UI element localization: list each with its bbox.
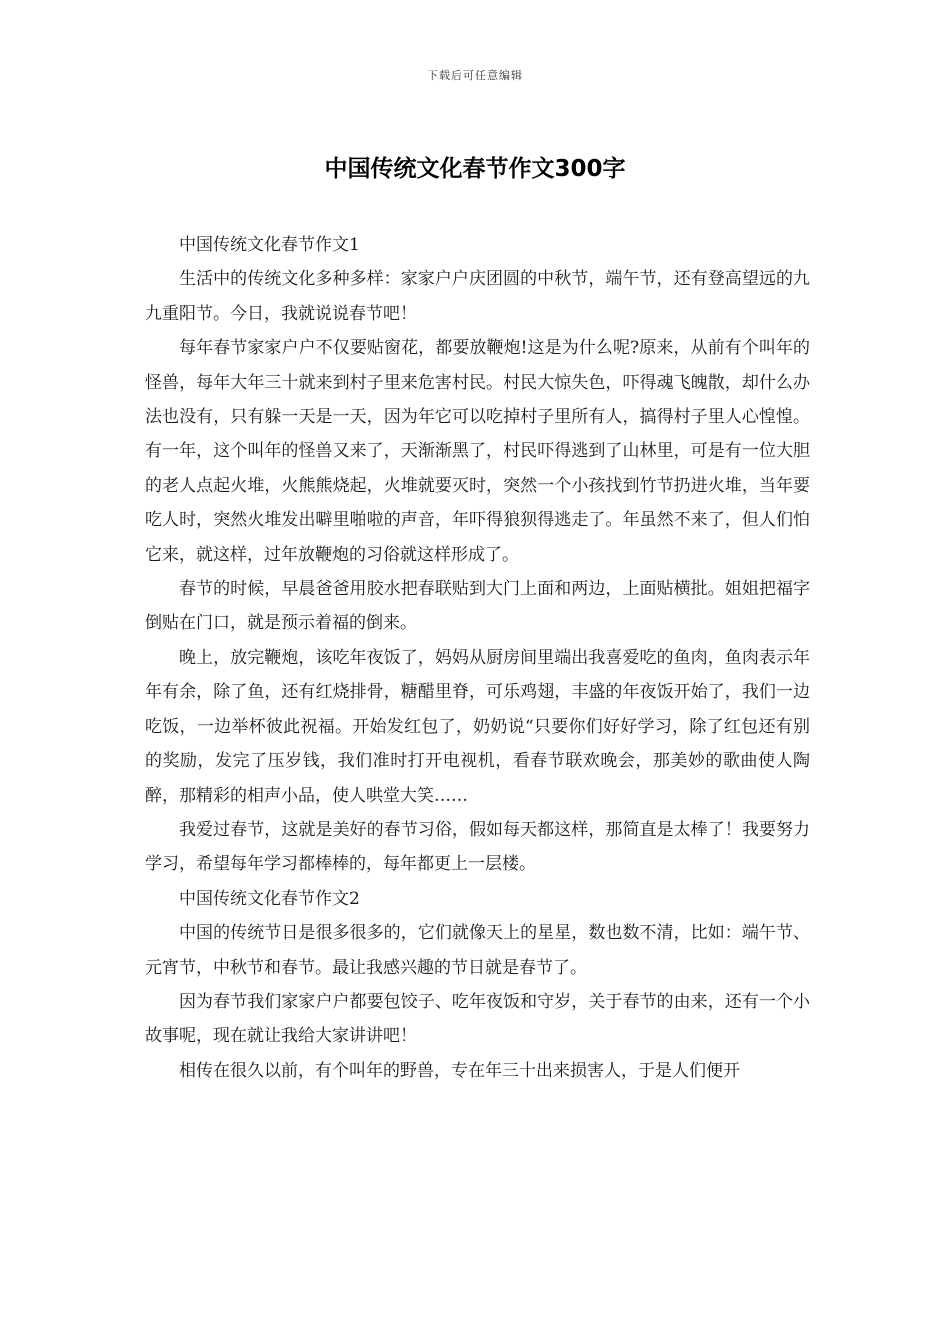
paragraph: 因为春节我们家家户户都要包饺子、吃年夜饭和守岁，关于春节的由来，还有一个小故事呢，现在就让我给大家讲讲吧！ [145, 991, 810, 1047]
section-heading: 中国传统文化春节作文1 [179, 235, 360, 255]
paragraph: 晚上，放完鞭炮，该吃年夜饭了，妈妈从厨房间里端出我喜爱吃的鱼肉，鱼肉表示年年有余，除了鱼，还有红烧排骨，糖醋里脊，可乐鸡翅，丰盛的年夜饭开始了，我们一边吃饭，一边举杯彼此祝福。开始发红包了，奶奶说“只要你们好好学习，除了红包还有别的奖励，发完了压岁钱，我们准时打开电视机，看春节联欢晚会，那美妙的歌曲使人陶醉，那精彩的相声小品，使人哄堂大笑…… [145, 647, 810, 806]
paragraph: 每年春节家家户户不仅要贴窗花，都要放鞭炮!这是为什么呢?原来，从前有个叫年的怪兽，每年大年三十就来到村子里来危害村民。村民大惊失色，吓得魂飞魄散，却什么办法也没有，只有躲一天是一天，因为年它可以吃掉村子里所有人，搞得村子里人心惶惶。有一年，这个叫年的怪兽又来了，天渐渐黑了，村民吓得逃到了山林里，可是有一位大胆的老人点起火堆，火熊熊烧起，火堆就要灭时，突然一个小孩找到竹节扔进火堆，当年要吃人时，突然火堆发出噼里啪啦的声音，年吓得狼狈得逃走了。年虽然不来了，但人们怕它来，就这样，过年放鞭炮的习俗就这样形成了。 [145, 338, 810, 565]
document-title: 中国传统文化春节作文300字 [324, 156, 626, 182]
paragraph: 生活中的传统文化多种多样：家家户户庆团圆的中秋节，端午节，还有登高望远的九九重阳节。今日，我就说说春节吧！ [145, 269, 810, 324]
section-heading: 中国传统文化春节作文2 [179, 888, 360, 909]
paragraph: 我爱过春节，这就是美好的春节习俗，假如每天都这样，那简直是太棒了！我要努力学习，希望每年学习都棒棒的，每年都更上一层楼。 [145, 819, 810, 875]
paragraph: 相传在很久以前，有个叫年的野兽，专在年三十出来损害人，于是人们便开 [179, 1060, 740, 1081]
document-body [145, 228, 810, 1088]
header-note: 下载后可任意编辑 [427, 69, 523, 82]
paragraph: 春节的时候，早晨爸爸用胶水把春联贴到大门上面和两边，上面贴横批。姐姐把福字倒贴在门口，就是预示着福的倒来。 [145, 579, 810, 634]
paragraph: 中国的传统节日是很多很多的，它们就像天上的星星，数也数不清，比如：端午节、元宵节，中秋节和春节。最让我感兴趣的节日就是春节了。 [145, 923, 810, 978]
